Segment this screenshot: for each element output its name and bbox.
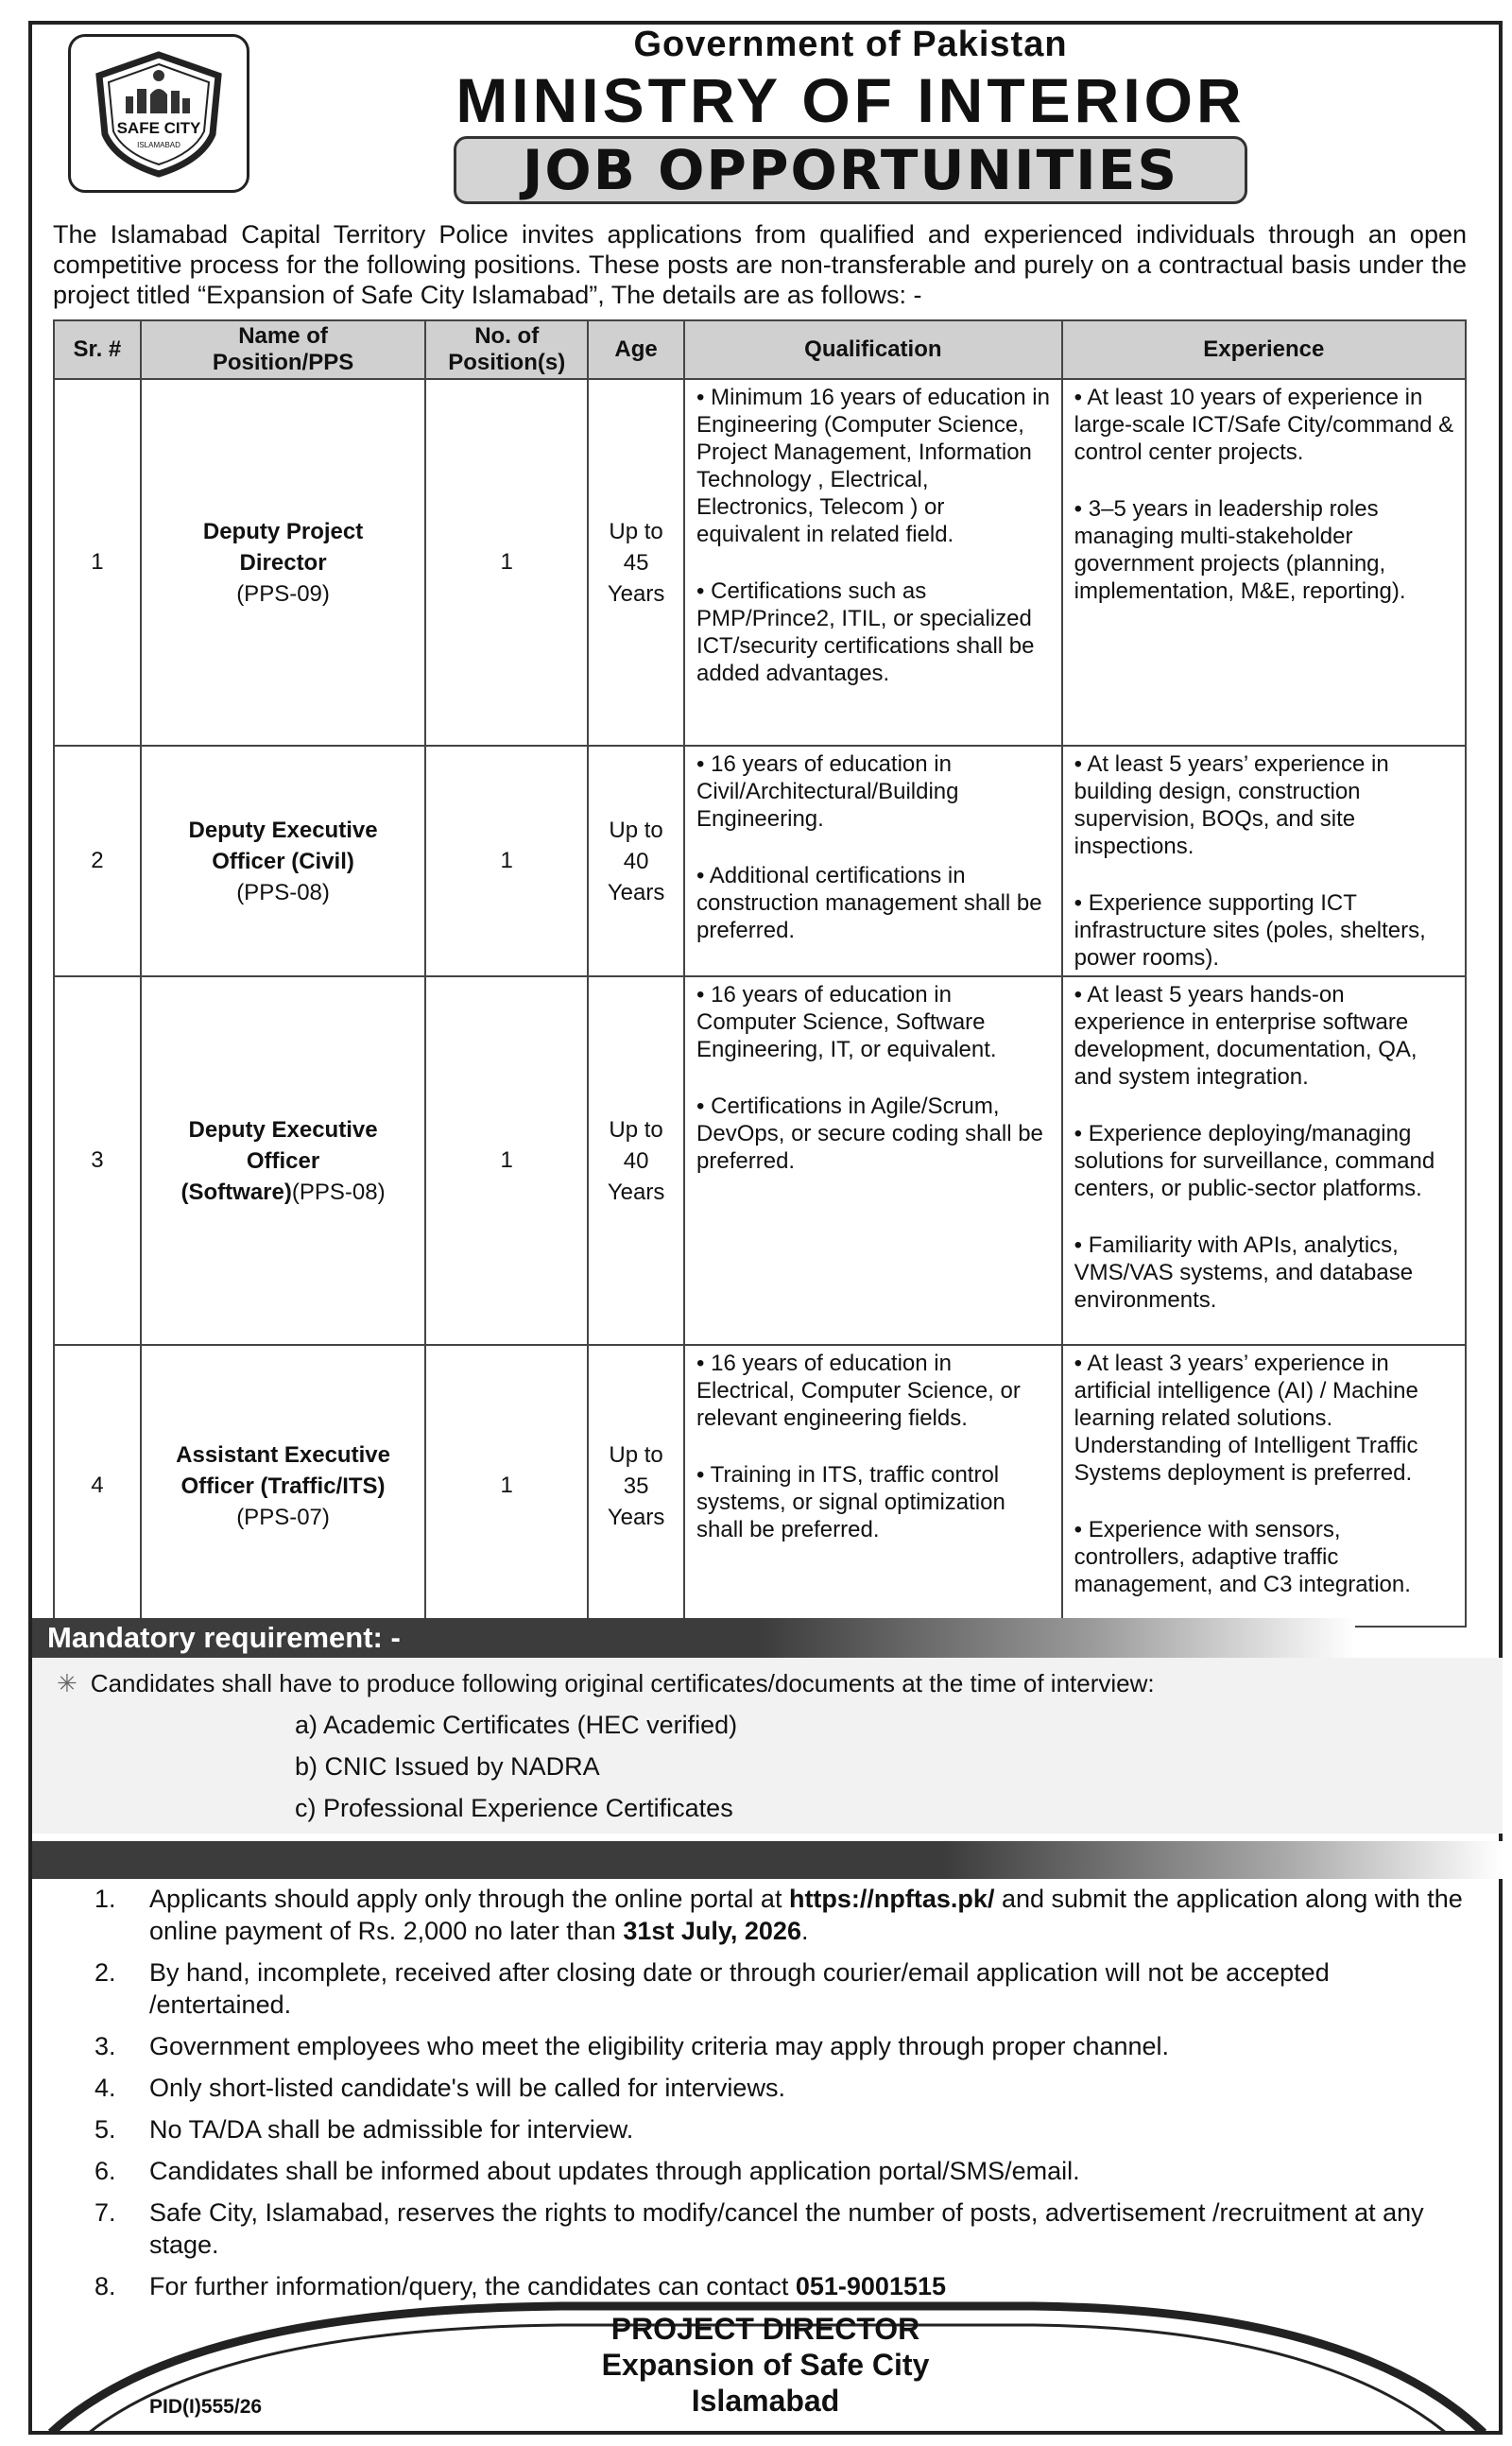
row-positions-count: 1 [425, 379, 588, 746]
logo-subtext: ISLAMABAD [137, 141, 180, 149]
row-experience: • At least 5 years hands-on experience in enterprise software development, documentation, QA, and system integration. • Experience deploying/managing solutions for surveillance, command centers, or public-sector platforms. • Familiarity with APIs, analytics, VMS/VAS systems, and database environments. [1062, 976, 1466, 1345]
row-experience: • At least 10 years of experience in large-scale ICT/Safe City/command & control center projects. • 3–5 years in leadership roles managing multi-stakeholder government projects (planning, implementation, M&E, reporting). [1062, 379, 1466, 746]
row-experience: • At least 3 years’ experience in artificial intelligence (AI) / Machine learning related solutions. Understanding of Intelligent Traffic Systems deployment is preferred. • Experience with sensors, controllers, adaptive traffic management, and C3 integration. [1062, 1345, 1466, 1627]
header-sr: Sr. # [54, 320, 141, 379]
row-sr: 4 [54, 1345, 141, 1627]
row-positions-count: 1 [425, 746, 588, 976]
government-title: Government of Pakistan [633, 25, 1068, 64]
row-position: Deputy Project Director (PPS-09) [141, 379, 425, 746]
row-sr: 2 [54, 746, 141, 976]
table-row [54, 976, 1466, 1345]
row-position: Deputy Executive Officer (Civil) (PPS-08) [141, 746, 425, 976]
table-header-row [54, 320, 1466, 379]
ministry-title: MINISTRY OF INTERIOR [455, 65, 1246, 135]
signatory-city: Islamabad [691, 2384, 840, 2418]
positions-table [53, 319, 1467, 1628]
row-age: Up to 45 Years [588, 379, 684, 746]
header-name: Name of Position/PPS [141, 320, 425, 379]
row-qualification: • 16 years of education in Electrical, Computer Science, or relevant engineering fields. • Training in ITS, traffic control systems, or signal optimization shall be preferred. [684, 1345, 1062, 1627]
instruction-item: 2. By hand, incomplete, received after closing date or through courier/email application will not be accepted /entertained. [94, 1958, 1330, 2019]
row-age: Up to 40 Years [588, 976, 684, 1345]
logo-text: SAFE CITY [116, 119, 201, 137]
row-qualification: • 16 years of education in Civil/Architectural/Building Engineering. • Additional certifications in construction management shall be preferred. [684, 746, 1062, 976]
row-qualification: • 16 years of education in Computer Science, Software Engineering, IT, or equivalent. • Certifications in Agile/Scrum, DevOps, or secure coding shall be preferred. [684, 976, 1062, 1345]
row-experience: • At least 5 years’ experience in building design, construction supervision, BOQs, and site inspections. • Experience supporting ICT infrastructure sites (poles, shelters, power rooms). [1062, 746, 1466, 976]
row-qualification: • Minimum 16 years of education in Engineering (Computer Science, Project Management, Information Technology , Electrical, Electronics, Telecom ) or equivalent in related field. • Certifications such as PMP/Prince2, ITIL, or specialized ICT/security certifications shall be added advantages. [684, 379, 1062, 746]
header-experience: Experience [1062, 320, 1466, 379]
closing-date: 31st July, 2026 [623, 1917, 801, 1945]
table-row [54, 746, 1466, 976]
instruction-item: 4. Only short-listed candidate's will be called for interviews. [94, 2074, 785, 2102]
mandatory-requirement-heading: Mandatory requirement: - [32, 1618, 1355, 1658]
row-positions-count: 1 [425, 976, 588, 1345]
instruction-item: 1. Applicants should apply only through the online portal at https://npftas.pk/ and submit the application along with the online payment of Rs. 2,000 no later than 31st July, 2026. [94, 1885, 1463, 1945]
row-age: Up to 40 Years [588, 746, 684, 976]
row-sr: 3 [54, 976, 141, 1345]
instruction-item: 7. Safe City, Islamabad, reserves the rights to modify/cancel the number of posts, advertisement /recruitment at any stage. [94, 2198, 1424, 2259]
instructions-divider-bar [32, 1841, 1503, 1879]
pid-number: PID(I)555/26 [149, 2396, 263, 2418]
signatory-project: Expansion of Safe City [601, 2348, 930, 2382]
row-position: Deputy Executive Officer (Software)(PPS-08) [141, 976, 425, 1345]
instructions-list [94, 1883, 1467, 2312]
mandatory-intro: ✳ Candidates shall have to produce following original certificates/documents at the time of interview: [57, 1669, 1155, 1697]
header-age: Age [588, 320, 684, 379]
contact-phone[interactable]: 051-9001515 [795, 2272, 947, 2300]
instruction-item: 6. Candidates shall be informed about updates through application portal/SMS/email. [94, 2157, 1080, 2185]
header-positions: No. of Position(s) [425, 320, 588, 379]
safe-city-logo [68, 34, 249, 193]
row-positions-count: 1 [425, 1345, 588, 1627]
header-qualification: Qualification [684, 320, 1062, 379]
asterisk-icon: ✳ [57, 1669, 77, 1697]
instruction-item: 3. Government employees who meet the eligibility criteria may apply through proper channel. [94, 2032, 1170, 2060]
job-opportunities-banner: JOB OPPORTUNITIES [454, 136, 1247, 204]
signatory-title: PROJECT DIRECTOR [610, 2312, 920, 2346]
instruction-item: 5. No TA/DA shall be admissible for interview. [94, 2115, 634, 2144]
row-sr: 1 [54, 379, 141, 746]
portal-link[interactable]: https://npftas.pk/ [788, 1885, 995, 1913]
table-row [54, 379, 1466, 746]
mandatory-item: b) CNIC Issued by NADRA [295, 1752, 600, 1781]
safe-city-shield-icon [88, 47, 230, 180]
table-row [54, 1345, 1466, 1627]
instruction-item: 8. For further information/query, the candidates can contact 051-9001515 [94, 2272, 947, 2300]
mandatory-item: c) Professional Experience Certificates [295, 1794, 733, 1822]
row-age: Up to 35 Years [588, 1345, 684, 1627]
intro-paragraph: The Islamabad Capital Territory Police invites applications from qualified and experienced individuals through an open competitive process for the following positions. These posts are non-transferable and purely on a contractual basis under the project titled “Expansion of Safe City Islamabad”, The details are as follows: - [53, 220, 1467, 309]
mandatory-item: a) Academic Certificates (HEC verified) [295, 1711, 738, 1739]
row-position: Assistant Executive Officer (Traffic/ITS) (PPS-07) [141, 1345, 425, 1627]
